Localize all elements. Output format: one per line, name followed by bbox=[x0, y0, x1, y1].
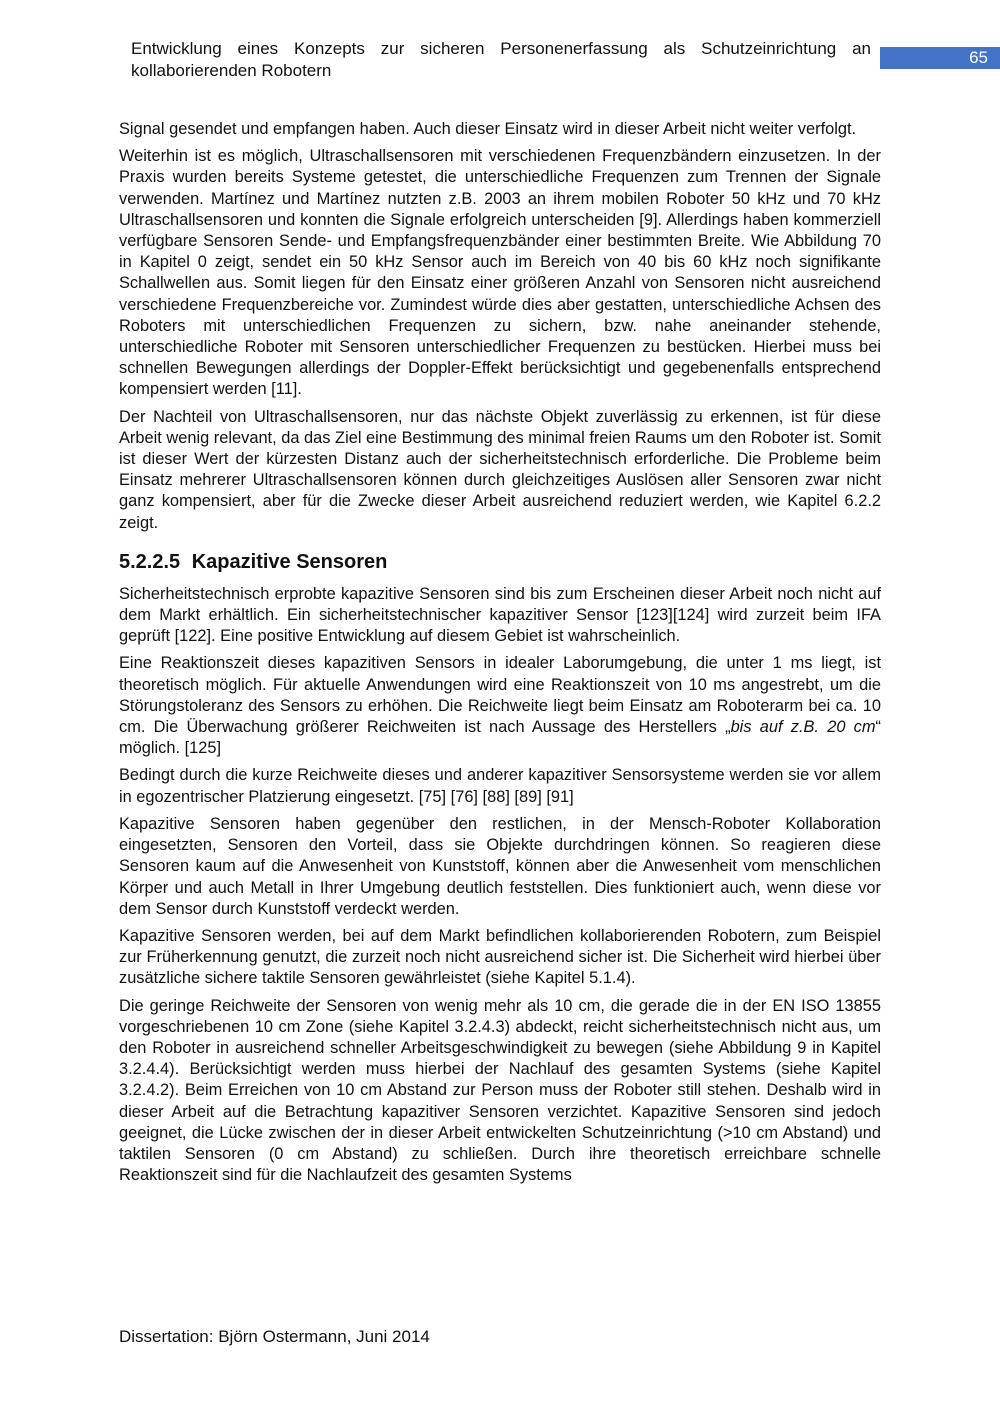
paragraph: Sicherheitstechnisch erprobte kapazitive Sensoren sind bis zum Erscheinen dieser Arbeit noch nicht auf dem Markt erhältlich. Ein sicherheitstechnischer kapazitiver Sensor [123][124] wird zurzeit beim IFA geprüft [122]. Eine positive Entwicklung auf diesem Gebiet ist wahrscheinlich. bbox=[119, 584, 881, 646]
paragraph: Der Nachteil von Ultraschallsensoren, nur das nächste Objekt zuverlässig zu erkennen, ist für diese Arbeit wenig relevant, da das Ziel eine Bestimmung des minimal freien Raums um den Roboter ist. Somit ist dieser Wert der kürzesten Distanz auch der sicherheitstechnisch erforderliche. Die Probleme beim Einsatz mehrerer Ultraschallsensoren können durch gleichzeitiges Auslösen aller Sensoren zwar nicht ganz kompensiert, aber für die Zwecke dieser Arbeit ausreichend reduziert werden, wie Kapitel 6.2.2 zeigt. bbox=[119, 407, 881, 532]
paragraph-text: “ möglich. [125] bbox=[119, 718, 881, 758]
paragraph: Die geringe Reichweite der Sensoren von wenig mehr als 10 cm, die gerade die in der EN ISO 13855 vorgeschriebenen 10 cm Zone (siehe Kapitel 3.2.4.3) abdeckt, reicht sicherheitstechnisch nicht aus, um den Roboter in ausreichend schneller Arbeitsgeschwindigkeit zu bewegen (siehe Abbildung 9 in Kapitel 3.2.4.4). Berücksichtigt werden muss hierbei der Nachlauf des gesamten Systems (siehe Kapitel 3.2.4.2). Beim Erreichen von 10 cm Abstand zur Person muss der Roboter still stehen. Deshalb wird in dieser Arbeit auf die Betrachtung kapazitiver Sensoren verzichtet. Kapazitive Sensoren sind jedoch geeignet, die Lücke zwischen der in dieser Arbeit entwickelten Schutzeinrichtung (>10 cm Abstand) und taktilen Sensoren (0 cm Abstand) zu schließen. Durch ihre theoretisch erreichbare schnelle Reaktionszeit sind für die Nachlaufzeit des gesamten Systems bbox=[119, 996, 881, 1185]
running-header-title: Entwicklung eines Konzepts zur sicheren Personenerfassung als Schutzeinrichtung an kollaborierenden Robotern bbox=[131, 39, 871, 80]
paragraph: Signal gesendet und empfangen haben. Auch dieser Einsatz wird in dieser Arbeit nicht weiter verfolgt. bbox=[119, 120, 857, 138]
section-title: Kapazitive Sensoren bbox=[191, 550, 388, 573]
page-number: 65 bbox=[969, 48, 988, 67]
page-number-box bbox=[880, 47, 1000, 69]
paragraph: Kapazitive Sensoren werden, bei auf dem Markt befindlichen kollaborierenden Robotern, zum Beispiel zur Früherkennung genutzt, die zurzeit noch nicht ausreichend sicher ist. Die Sicherheit wird hierbei über zusätzliche sichere taktile Sensoren gewährleistet (siehe Kapitel 5.1.4). bbox=[119, 926, 881, 988]
paragraph: Kapazitive Sensoren haben gegenüber den restlichen, in der Mensch-Roboter Kollaboration eingesetzten, Sensoren den Vorteil, dass sie Objekte durchdringen können. So reagieren diese Sensoren kaum auf die Anwesenheit von Kunststoff, können aber die Anwesenheit vom menschlichen Körper und auch Metall in Ihrer Umgebung deutlich feststellen. Dies funktioniert auch, wenn diese vor dem Sensor durch Kunststoff verdeckt werden. bbox=[119, 814, 881, 918]
paragraph-reaction-time bbox=[119, 653, 881, 759]
paragraph: Bedingt durch die kurze Reichweite dieses und anderer kapazitiver Sensorsysteme werden sie vor allem in egozentrischer Platzierung eingesetzt. [75] [76] [88] [89] [91] bbox=[119, 766, 881, 806]
paragraph-text: Eine Reaktionszeit dieses kapazitiven Sensors in idealer Laborumgebung, die unter 1 ms liegt, ist theoretisch möglich. Für aktuelle Anwendungen wird eine Reaktionszeit von 10 ms angestrebt, um die Störungstoleranz des Sensors zu erhöhen. Die Reichweite liegt beim Einsatz am Roboterarm bei ca. 10 cm. Die Überwachung größerer Reichweiten ist nach Aussage des Herstellers „ bbox=[119, 654, 881, 737]
footer-text: Dissertation: Björn Ostermann, Juni 2014 bbox=[119, 1327, 430, 1346]
section-heading bbox=[119, 550, 881, 574]
manufacturer-quote: bis auf z.B. 20 cm bbox=[730, 718, 876, 737]
section-number: 5.2.2.5 bbox=[119, 550, 181, 573]
page-body bbox=[119, 119, 881, 1192]
paragraph: Weiterhin ist es möglich, Ultraschallsensoren mit verschiedenen Frequenzbändern einzusetzen. In der Praxis wurden bereits Systeme getestet, die unterschiedliche Frequenzen zum Trennen der Signale verwenden. Martínez und Martínez nutzten z.B. 2003 an ihrem mobilen Roboter 50 kHz und 70 kHz Ultraschallsensoren und konnten die Signale erfolgreich unterscheiden [9]. Allerdings haben kommerziell verfügbare Sensoren Sende- und Empfangsfrequenzbänder einer bestimmten Breite. Wie Abbildung 70 in Kapitel 0 zeigt, sendet ein 50 kHz Sensor auch im Bereich von 40 bis 60 kHz noch signifikante Schallwellen aus. Somit liegen für den Einsatz einer größeren Anzahl von Sensoren nicht ausreichend verschiedene Frequenzbereiche vor. Zumindest würde dies aber gestatten, unterschiedliche Achsen des Roboters mit unterschiedlichen Frequenzen zu sichern, bzw. nahe aneinander stehende, unterschiedliche Roboter mit Sensoren unterschiedlicher Frequenzen zu bestücken. Hierbei muss bei schnellen Bewegungen allerdings der Doppler-Effekt berücksichtigt und gegebenenfalls entsprechend kompensiert werden [11]. bbox=[119, 147, 881, 399]
